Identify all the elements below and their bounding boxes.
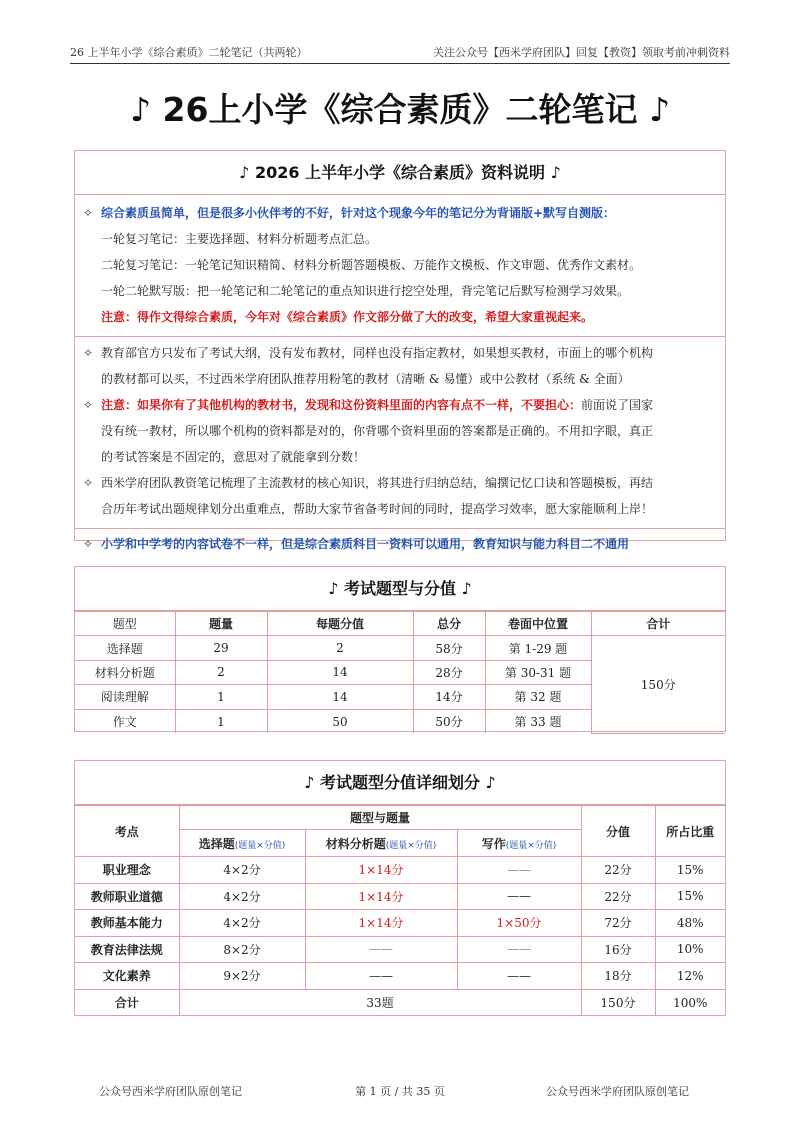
cell: 14 [267,685,413,709]
cell: 2 [267,636,413,660]
col-header-choice: 选择题(题量×分值) [179,830,305,857]
intro-s1-line1: 综合素质虽简单，但是很多小伙伴考的不好，针对这个现象今年的笔记分为背诵版+默写自测版： [101,206,616,220]
intro-section-3 [75,529,725,563]
intro-s2-line1: 教育部官方只发布了考试大纲，没有发布教材，同样也没有指定教材，如果想买教材，市面上的哪个机构 [101,346,654,360]
bullet-icon: ✧ [83,398,94,412]
intro-s3-line1: 小学和中学考的内容试卷不一样，但是综合素质科目一资料可以通用，教育知识与能力科目二不通用 [101,537,630,551]
cell: 50分 [413,709,485,733]
topic-cell: 教育法律法规 [75,936,179,963]
cell: 1×14分 [305,883,457,910]
intro-s2-line3-rest: 前面说了国家 [581,398,654,412]
cell: 22分 [581,883,655,910]
col-header-ratio: 所占比重 [655,806,725,857]
table-row [75,910,725,937]
cell: —— [305,936,457,963]
cell: 22分 [581,857,655,884]
intro-s2-line2: 的教材都可以买，不过西米学府团队推荐用粉笔的教材（清晰 & 易懂）或中公教材（系统 & 全面） [101,372,630,386]
col-header-score: 分值 [581,806,655,857]
cell: —— [457,936,581,963]
intro-s2-line4: 没有统一教材，所以哪个机构的资料都是对的，你背哪个资料里面的答案都是正确的。不用扣字眼，真正 [101,424,654,438]
cell: 15% [655,883,725,910]
intro-box [74,150,726,551]
total-label: 合计 [75,989,179,1016]
table-row [75,883,725,910]
table-row-total [75,989,725,1016]
page-title: ♪ 26上小学《综合素质》二轮笔记 ♪ [129,90,671,129]
cell: 4×2分 [179,883,305,910]
breakdown-box [74,760,726,1016]
col-header-kaodian: 考点 [75,806,179,857]
cell: 第 32 题 [485,685,591,709]
cell: 2 [175,660,267,684]
topic-cell: 职业理念 [75,857,179,884]
header-left: 26 上半年小学《综合素质》二轮笔记（共两轮） [70,46,308,59]
cell: 29 [175,636,267,660]
exam-types-table [75,611,725,734]
intro-s2-line6: 西米学府团队教资笔记梳理了主流教材的核心知识，将其进行归纳总结，编撰记忆口诀和答题模板，再结 [101,476,654,490]
page-number: 第 1 页 / 共 35 页 [355,1085,445,1098]
bullet-icon: ✧ [83,346,94,360]
cell: 第 30-31 题 [485,660,591,684]
total-count: 33题 [179,989,581,1016]
page-header [70,44,730,62]
bullet-icon: ✧ [83,206,94,220]
cell: 4×2分 [179,910,305,937]
intro-s1-line5: 注意：得作文得综合素质，今年对《综合素质》作文部分做了大的改变，希望大家重视起来。 [101,310,594,324]
cell: 15% [655,857,725,884]
footer-left: 公众号西米学府团队原创笔记 [99,1085,242,1098]
intro-s1-line2: 一轮复习笔记：主要选择题、材料分析题考点汇总。 [101,232,378,246]
intro-heading: ♪ 2026 上半年小学《综合素质》资料说明 ♪ [75,151,725,195]
intro-section-1 [75,195,725,337]
breakdown-heading: ♪ 考试题型分值详细划分 ♪ [75,761,725,805]
cell: —— [305,963,457,990]
col-header: 每题分值 [267,612,413,636]
header-divider [70,63,730,64]
cell: —— [457,963,581,990]
intro-s2-line7: 合历年考试出题规律划分出重难点，帮助大家节省备考时间的同时，提高学习效率，愿大家能顺利上岸！ [101,502,654,516]
cell: 8×2分 [179,936,305,963]
cell: 选择题 [75,636,175,660]
table-row [75,636,725,660]
bullet-icon: ✧ [83,537,94,551]
cell: 第 33 题 [485,709,591,733]
cell: 9×2分 [179,963,305,990]
cell: 1 [175,685,267,709]
cell: —— [457,883,581,910]
cell: 28分 [413,660,485,684]
cell: 1×50分 [457,910,581,937]
col-header-writing: 写作(题量×分值) [457,830,581,857]
cell: 阅读理解 [75,685,175,709]
table-header-row [75,806,725,830]
cell: 材料分析题 [75,660,175,684]
col-header: 题型 [75,612,175,636]
col-header: 总分 [413,612,485,636]
cell: —— [457,857,581,884]
exam-types-heading: ♪ 考试题型与分值 ♪ [75,567,725,611]
topic-cell: 教师基本能力 [75,910,179,937]
intro-s1-line3: 二轮复习笔记：一轮笔记知识精简、材料分析题答题模板、万能作文模板、作文审题、优秀作文素材。 [101,258,642,272]
cell: 第 1-29 题 [485,636,591,660]
cell: 12% [655,963,725,990]
topic-cell: 教师职业道德 [75,883,179,910]
table-header-row [75,612,725,636]
total-ratio: 100% [655,989,725,1016]
exam-types-box [74,566,726,732]
cell: 18分 [581,963,655,990]
col-header-group: 题型与题量 [179,806,581,830]
total-cell: 150分 [591,636,725,734]
cell: 1×14分 [305,910,457,937]
cell: 16分 [581,936,655,963]
col-header: 合计 [591,612,725,636]
intro-s2-line5: 的考试答案是不固定的，意思对了就能拿到分数！ [101,450,366,464]
cell: 72分 [581,910,655,937]
cell: 58分 [413,636,485,660]
col-header-material: 材料分析题(题量×分值) [305,830,457,857]
col-header: 卷面中位置 [485,612,591,636]
breakdown-table [75,805,725,1016]
header-right: 关注公众号【西米学府团队】回复【教资】领取考前冲刺资料 [433,46,730,59]
cell: 14分 [413,685,485,709]
cell: 4×2分 [179,857,305,884]
col-header: 题量 [175,612,267,636]
cell: 作文 [75,709,175,733]
cell: 10% [655,936,725,963]
intro-section-2 [75,337,725,529]
table-row [75,936,725,963]
total-score: 150分 [581,989,655,1016]
cell: 48% [655,910,725,937]
topic-cell: 文化素养 [75,963,179,990]
intro-s1-line4: 一轮二轮默写版：把一轮笔记和二轮笔记的重点知识进行挖空处理，背完笔记后默写检测学习效果。 [101,284,630,298]
footer-right: 公众号西米学府团队原创笔记 [546,1085,689,1098]
cell: 1×14分 [305,857,457,884]
cell: 14 [267,660,413,684]
intro-s2-line3-note: 注意：如果你有了其他机构的教材书，发现和这份资料里面的内容有点不一样，不要担心： [101,398,582,412]
bullet-icon: ✧ [83,476,94,490]
table-row [75,963,725,990]
cell: 1 [175,709,267,733]
table-row [75,857,725,884]
cell: 50 [267,709,413,733]
